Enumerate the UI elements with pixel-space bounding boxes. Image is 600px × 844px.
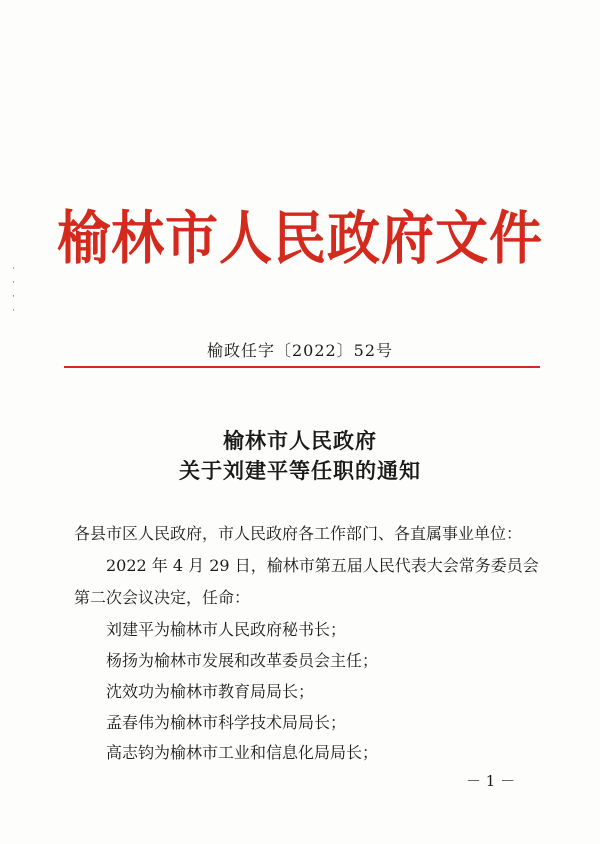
appointment-item: 杨扬为榆林市发展和改革委员会主任；: [106, 651, 379, 670]
notice-title-line2: 关于刘建平等任职的通知: [179, 458, 421, 483]
appointment-item: 孟春伟为榆林市科学技术局局长；: [106, 713, 347, 732]
bleed-through-text: [300, 95, 600, 126]
red-separator-line: [64, 366, 540, 368]
issuer-header: 榆林市人民政府文件: [57, 204, 543, 272]
document-number: 榆政任字〔2022〕52号: [206, 341, 394, 360]
appointment-item: 刘建平为榆林市人民政府秘书长；: [106, 620, 347, 639]
page-number: － 1 －: [466, 772, 516, 790]
intro-line2: 第二次会议决定，任命：: [74, 588, 251, 607]
appointment-item: 高志钧为榆林市工业和信息化局局长；: [106, 743, 379, 762]
salutation: 各县市区人民政府，市人民政府各工作部门、各直属事业单位：: [74, 524, 523, 543]
binding-marks: · · · ·: [12, 264, 15, 316]
notice-title-line1: 榆林市人民政府: [223, 428, 377, 453]
intro-line1: 2022 年 4 月 29 日，榆林市第五届人民代表大会常务委员会: [106, 556, 539, 575]
appointment-item: 沈效功为榆林市教育局局长；: [106, 682, 315, 701]
